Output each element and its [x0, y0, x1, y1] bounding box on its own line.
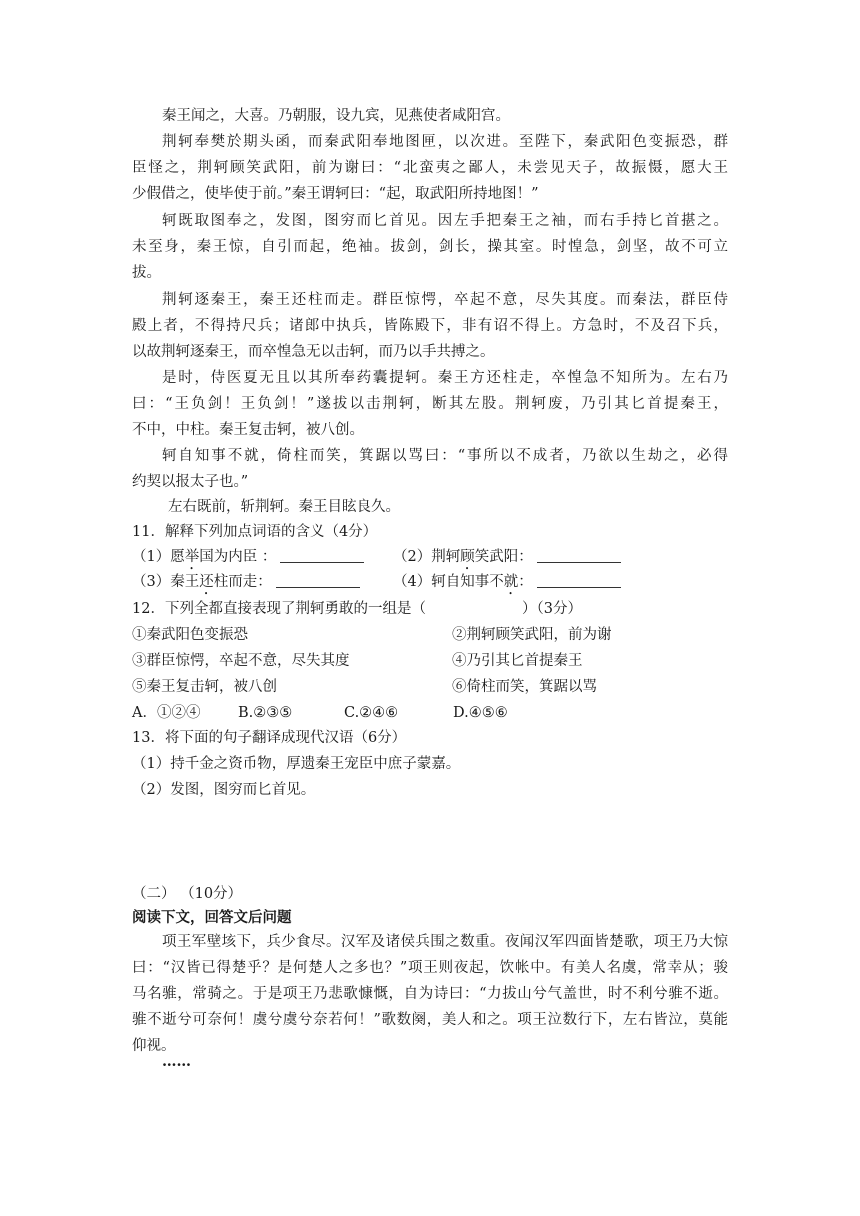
q13-item-2: （2）发图，图穷而匕首见。	[132, 782, 316, 798]
q12-title: 12．下列全都直接表现了荆轲勇敢的一组是（	[132, 601, 426, 617]
passage1-p2-line3: 少假借之，使毕使于前。”秦王谓轲曰：“起，取武阳所持地图！”	[132, 186, 539, 202]
q12-option-1: ①秦武阳色变振恐	[132, 627, 248, 643]
q12-title-close: ）（3分）	[522, 601, 582, 617]
passage1-p3-line2: 未至身，秦王惊，自引而起，绝袖。拔剑，剑长，操其室。时惶急，剑坚，故不可立	[132, 239, 728, 255]
passage1-p1: 秦王闻之，大喜。乃朝服，设九宾，见燕使者咸阳宫。	[162, 108, 510, 124]
passage1-p3-line3: 拔。	[132, 265, 161, 281]
section2-line2: 曰：“汉皆已得楚乎？是何楚人之多也？”项王则夜起，饮帐中。有美人名虞，常幸从；骏	[132, 960, 728, 976]
q12-option-6: ⑥倚柱而笑，箕踞以骂	[452, 679, 597, 695]
section2-line3: 马名骓，常骑之。于是项王乃悲歌慷慨，自为诗曰：“力拔山兮气盖世，时不利兮骓不逝。	[132, 986, 728, 1002]
q11-item-2: （2）荆轲顾笑武阳：	[393, 547, 621, 573]
passage1-p5-line1: 是时，侍医夏无且以其所奉药囊提轲。秦王方还柱走，卒惶急不知所为。左右乃	[162, 370, 728, 386]
section2-line1: 项王军壁垓下，兵少食尽。汉军及诸侯兵围之数重。夜闻汉军四面皆楚歌，项王乃大惊	[162, 934, 728, 950]
answer-blank[interactable]	[276, 573, 360, 588]
dotted-word: 举	[184, 549, 200, 565]
passage1-p7: 左右既前，斩荆轲。秦王目眩良久。	[168, 499, 400, 515]
answer-blank[interactable]	[537, 573, 621, 588]
answer-blank[interactable]	[280, 548, 364, 563]
passage1-p4-line1: 荆轲逐秦王，秦王还柱而走。群臣惊愕，卒起不意，尽失其度。而秦法，群臣侍	[162, 292, 728, 308]
section2-line4: 骓不逝兮可奈何！虞兮虞兮奈若何！”歌数阕，美人和之。项王泣数行下，左右皆泣，莫能	[132, 1012, 728, 1028]
passage1-p3-line1: 轲既取图奉之，发图，图穷而匕首见。因左手把秦王之袖，而右手持匕首揕之。	[162, 213, 728, 229]
q11-item-1: （1）愿举国为内臣 ：	[132, 547, 364, 573]
passage1-p6-line1: 轲自知事不就，倚柱而笑，箕踞以骂曰：“事所以不成者，乃欲以生劫之，必得	[162, 448, 728, 464]
passage1-p5-line2: 曰：“王负剑！王负剑！”遂拔以击荆轲，断其左股。荆轲废，乃引其匕首提秦王，	[132, 396, 728, 412]
passage1-p2-line1: 荆轲奉樊於期头函，而秦武阳奉地图匣，以次进。至陛下，秦武阳色变振恐，群	[162, 134, 728, 150]
answer-blank[interactable]	[537, 548, 621, 563]
q12-option-2: ②荆轲顾笑武阳，前为谢	[452, 627, 612, 643]
q12-option-5: ⑤秦王复击轲，被八创	[132, 679, 277, 695]
dotted-word: 顾	[460, 549, 475, 565]
q13-item-1: （1）持千金之资币物，厚遗秦王宠臣中庶子蒙嘉。	[132, 756, 461, 772]
passage1-p6-line2: 约契以报太子也。”	[132, 474, 249, 490]
q12-option-4: ④乃引其匕首提秦王	[452, 653, 583, 669]
q11-item-4: （4）轲自知事不就：	[393, 572, 621, 598]
dotted-word: 就	[503, 574, 519, 590]
q12-choice-b: B.②③⑤	[238, 705, 293, 721]
q12-choice-d: D.④⑤⑥	[453, 705, 508, 721]
q11-title: 11．解释下列加点词语的含义（4分）	[132, 524, 378, 540]
q12-choice-c: C.②④⑥	[344, 705, 399, 721]
passage1-p4-line2: 殿上者，不得持尺兵；诸郎中执兵，皆陈殿下，非有诏不得上。方急时，不及召下兵，	[132, 318, 728, 334]
q12-option-3: ③群臣惊愕，卒起不意，尽失其度	[132, 653, 350, 669]
section2-line5: 仰视。	[132, 1038, 176, 1054]
section2-instruction: 阅读下文，回答文后问题	[132, 909, 292, 926]
dotted-word: 还	[199, 574, 214, 590]
section2-ellipsis: ……	[162, 1053, 191, 1070]
passage1-p4-line3: 以故荆轲逐秦王，而卒惶急无以击轲，而乃以手共搏之。	[132, 344, 495, 360]
passage1-p2-line2: 臣怪之，荆轲顾笑武阳，前为谢曰：“北蛮夷之鄙人，未尝见天子，故振慑，愿大王	[132, 160, 728, 176]
q13-title: 13．将下面的句子翻译成现代汉语（6分）	[132, 730, 407, 746]
passage1-p5-line3: 不中，中柱。秦王复击轲，被八创。	[132, 422, 364, 438]
q11-item-3: （3）秦王还柱而走：	[132, 572, 360, 598]
q12-choice-a: A．①②④	[132, 705, 201, 721]
section2-header: （二） （10分）	[132, 886, 243, 902]
